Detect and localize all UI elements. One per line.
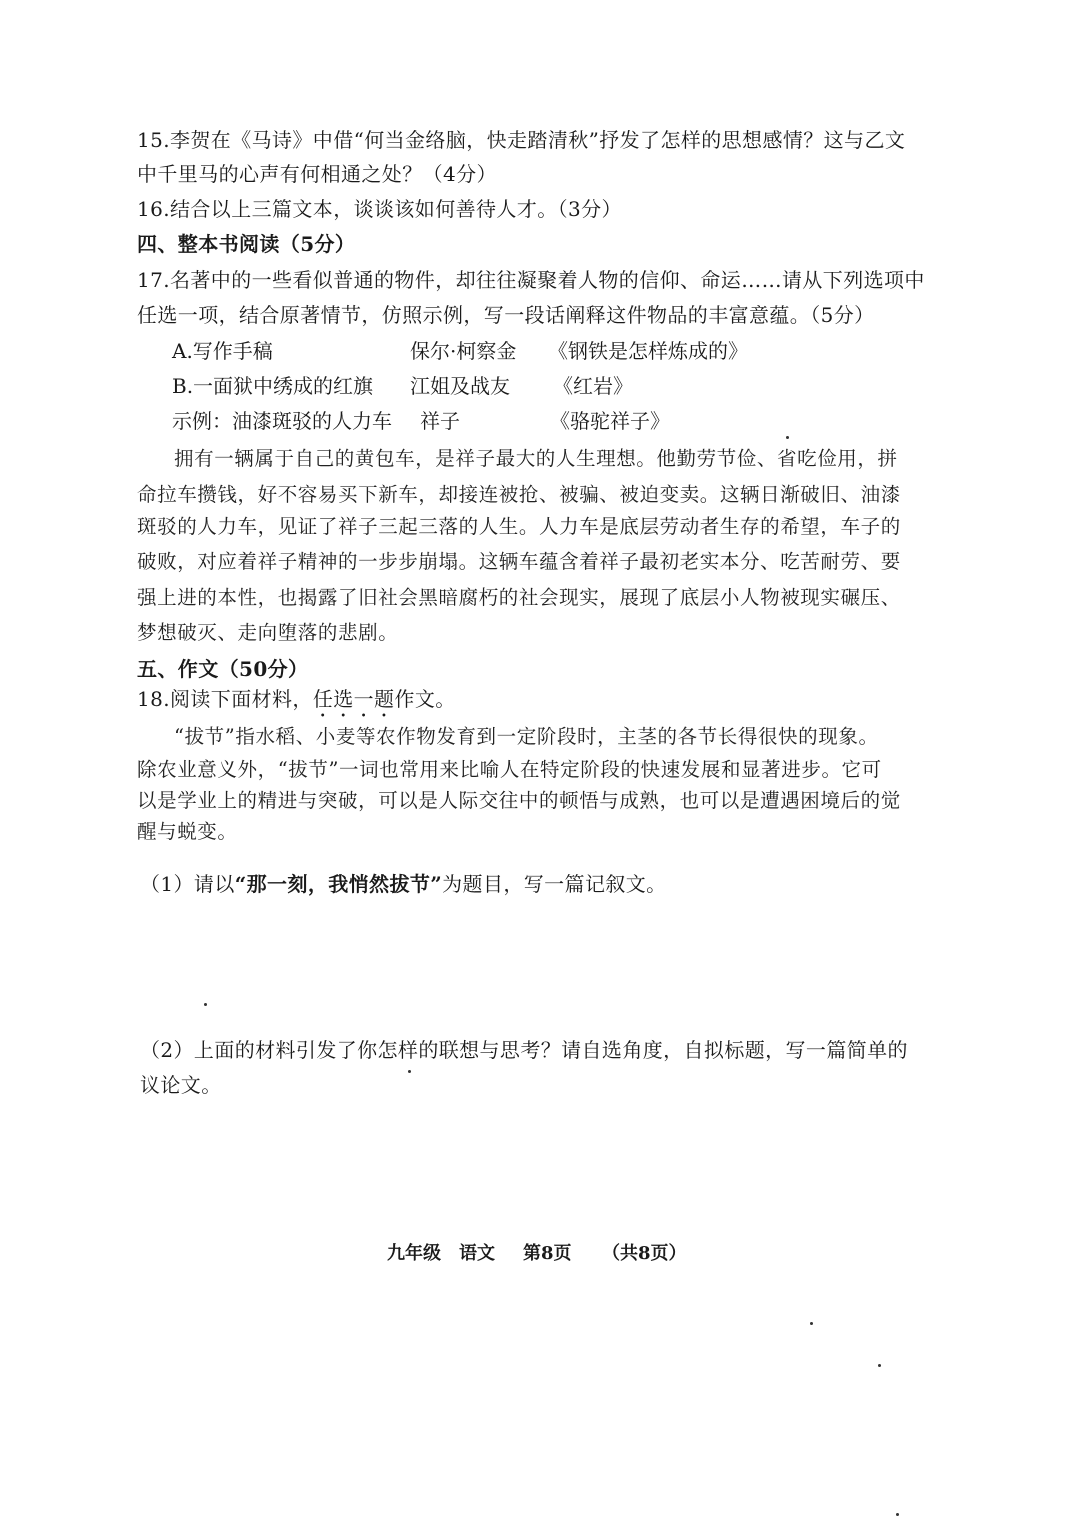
option-person: 保尔·柯察金 (410, 339, 517, 363)
scan-speck (786, 436, 789, 439)
example-book: 《骆驼祥子》 (550, 409, 670, 433)
q18-emphasis: 任选一题 (312, 687, 395, 711)
material-line: “拔节”指水稻、小麦等农作物发育到一定阶段时，主茎的各节长得很快的现象。 (174, 725, 879, 748)
footer-grade: 九年级 (387, 1243, 441, 1264)
task2-line2: 议论文。 (140, 1073, 222, 1097)
q18-line1 (137, 686, 456, 722)
task1-suffix: 为题目，写一篇记叙文。 (442, 872, 667, 896)
example-paragraph-line: 破败，对应着祥子精神的一步步崩塌。这辆车蕴含着祥子最初老实本分、吃苦耐劳、要 (137, 550, 901, 573)
example-paragraph-line: 梦想破灭、走向堕落的悲剧。 (137, 621, 399, 644)
material-line: 除农业意义外，“拔节”一词也常用来比喻人在特定阶段的快速发展和显著进步。它可 (137, 758, 882, 781)
example-paragraph-line: 命拉车攒钱，好不容易买下新车，却接连被抢、被骗、被迫变卖。这辆日渐破旧、油漆 (137, 483, 901, 506)
example-paragraph-line: 拥有一辆属于自己的黄包车，是祥子最大的人生理想。他勤劳节俭、省吃俭用，拼 (174, 447, 898, 470)
task1-prefix: （1）请以 (140, 872, 235, 896)
q16-line1: 16.结合以上三篇文本，谈谈该如何善待人才。（3分） (137, 197, 622, 221)
scan-speck (810, 1322, 813, 1325)
example-paragraph-line: 强上进的本性，也揭露了旧社会黑暗腐朽的社会现实，展现了底层小人物被现实碾压、 (137, 586, 901, 609)
material-line: 以是学业上的精进与突破，可以是人际交往中的顿悟与成熟，也可以是遭遇困境后的觉 (137, 789, 901, 812)
material-line: 醒与蜕变。 (137, 820, 238, 843)
option-item: A.写作手稿 (172, 339, 273, 363)
q15-line2: 中千里马的心声有何相通之处？（4分） (137, 162, 497, 186)
q17-line1: 17.名著中的一些看似普通的物件，却往往凝聚着人物的信仰、命运……请从下列选项中 (137, 268, 925, 292)
scan-speck (896, 1513, 899, 1516)
q18-suffix: 作文。 (394, 687, 456, 711)
section5-heading: 五、作文（50分） (137, 657, 309, 681)
scan-speck (204, 1003, 207, 1006)
footer-subject: 语文 (459, 1243, 495, 1264)
option-book: 《红岩》 (553, 374, 633, 398)
q17-line2: 任选一项，结合原著情节，仿照示例，写一段话阐释这件物品的丰富意蕴。（5分） (137, 303, 875, 327)
q15-line1: 15.李贺在《马诗》中借“何当金络脑，快走踏清秋”抒发了怎样的思想感情？这与乙文 (137, 128, 906, 152)
option-book: 《钢铁是怎样炼成的》 (548, 339, 748, 363)
task1-line (140, 871, 667, 897)
example-person: 祥子 (420, 409, 460, 433)
task2-line1: （2）上面的材料引发了你怎样的联想与思考？请自选角度，自拟标题，写一篇简单的 (140, 1038, 908, 1062)
task1-title: “那一刻，我悄然拔节” (234, 872, 443, 896)
scan-speck (878, 1364, 881, 1367)
option-item: B.一面狱中绣成的红旗 (172, 374, 374, 398)
footer-page: 第8页 (523, 1243, 572, 1264)
q18-prefix: 18.阅读下面材料， (137, 687, 313, 711)
section4-heading: 四、整本书阅读（5分） (137, 232, 356, 256)
option-person: 江姐及战友 (410, 374, 510, 398)
footer-total: （共8页） (602, 1243, 687, 1264)
example-paragraph-line: 斑驳的人力车，见证了祥子三起三落的人生。人力车是底层劳动者生存的希望，车子的 (137, 515, 901, 538)
example-item: 示例：油漆斑驳的人力车 (172, 409, 392, 433)
scan-speck (408, 1070, 411, 1073)
